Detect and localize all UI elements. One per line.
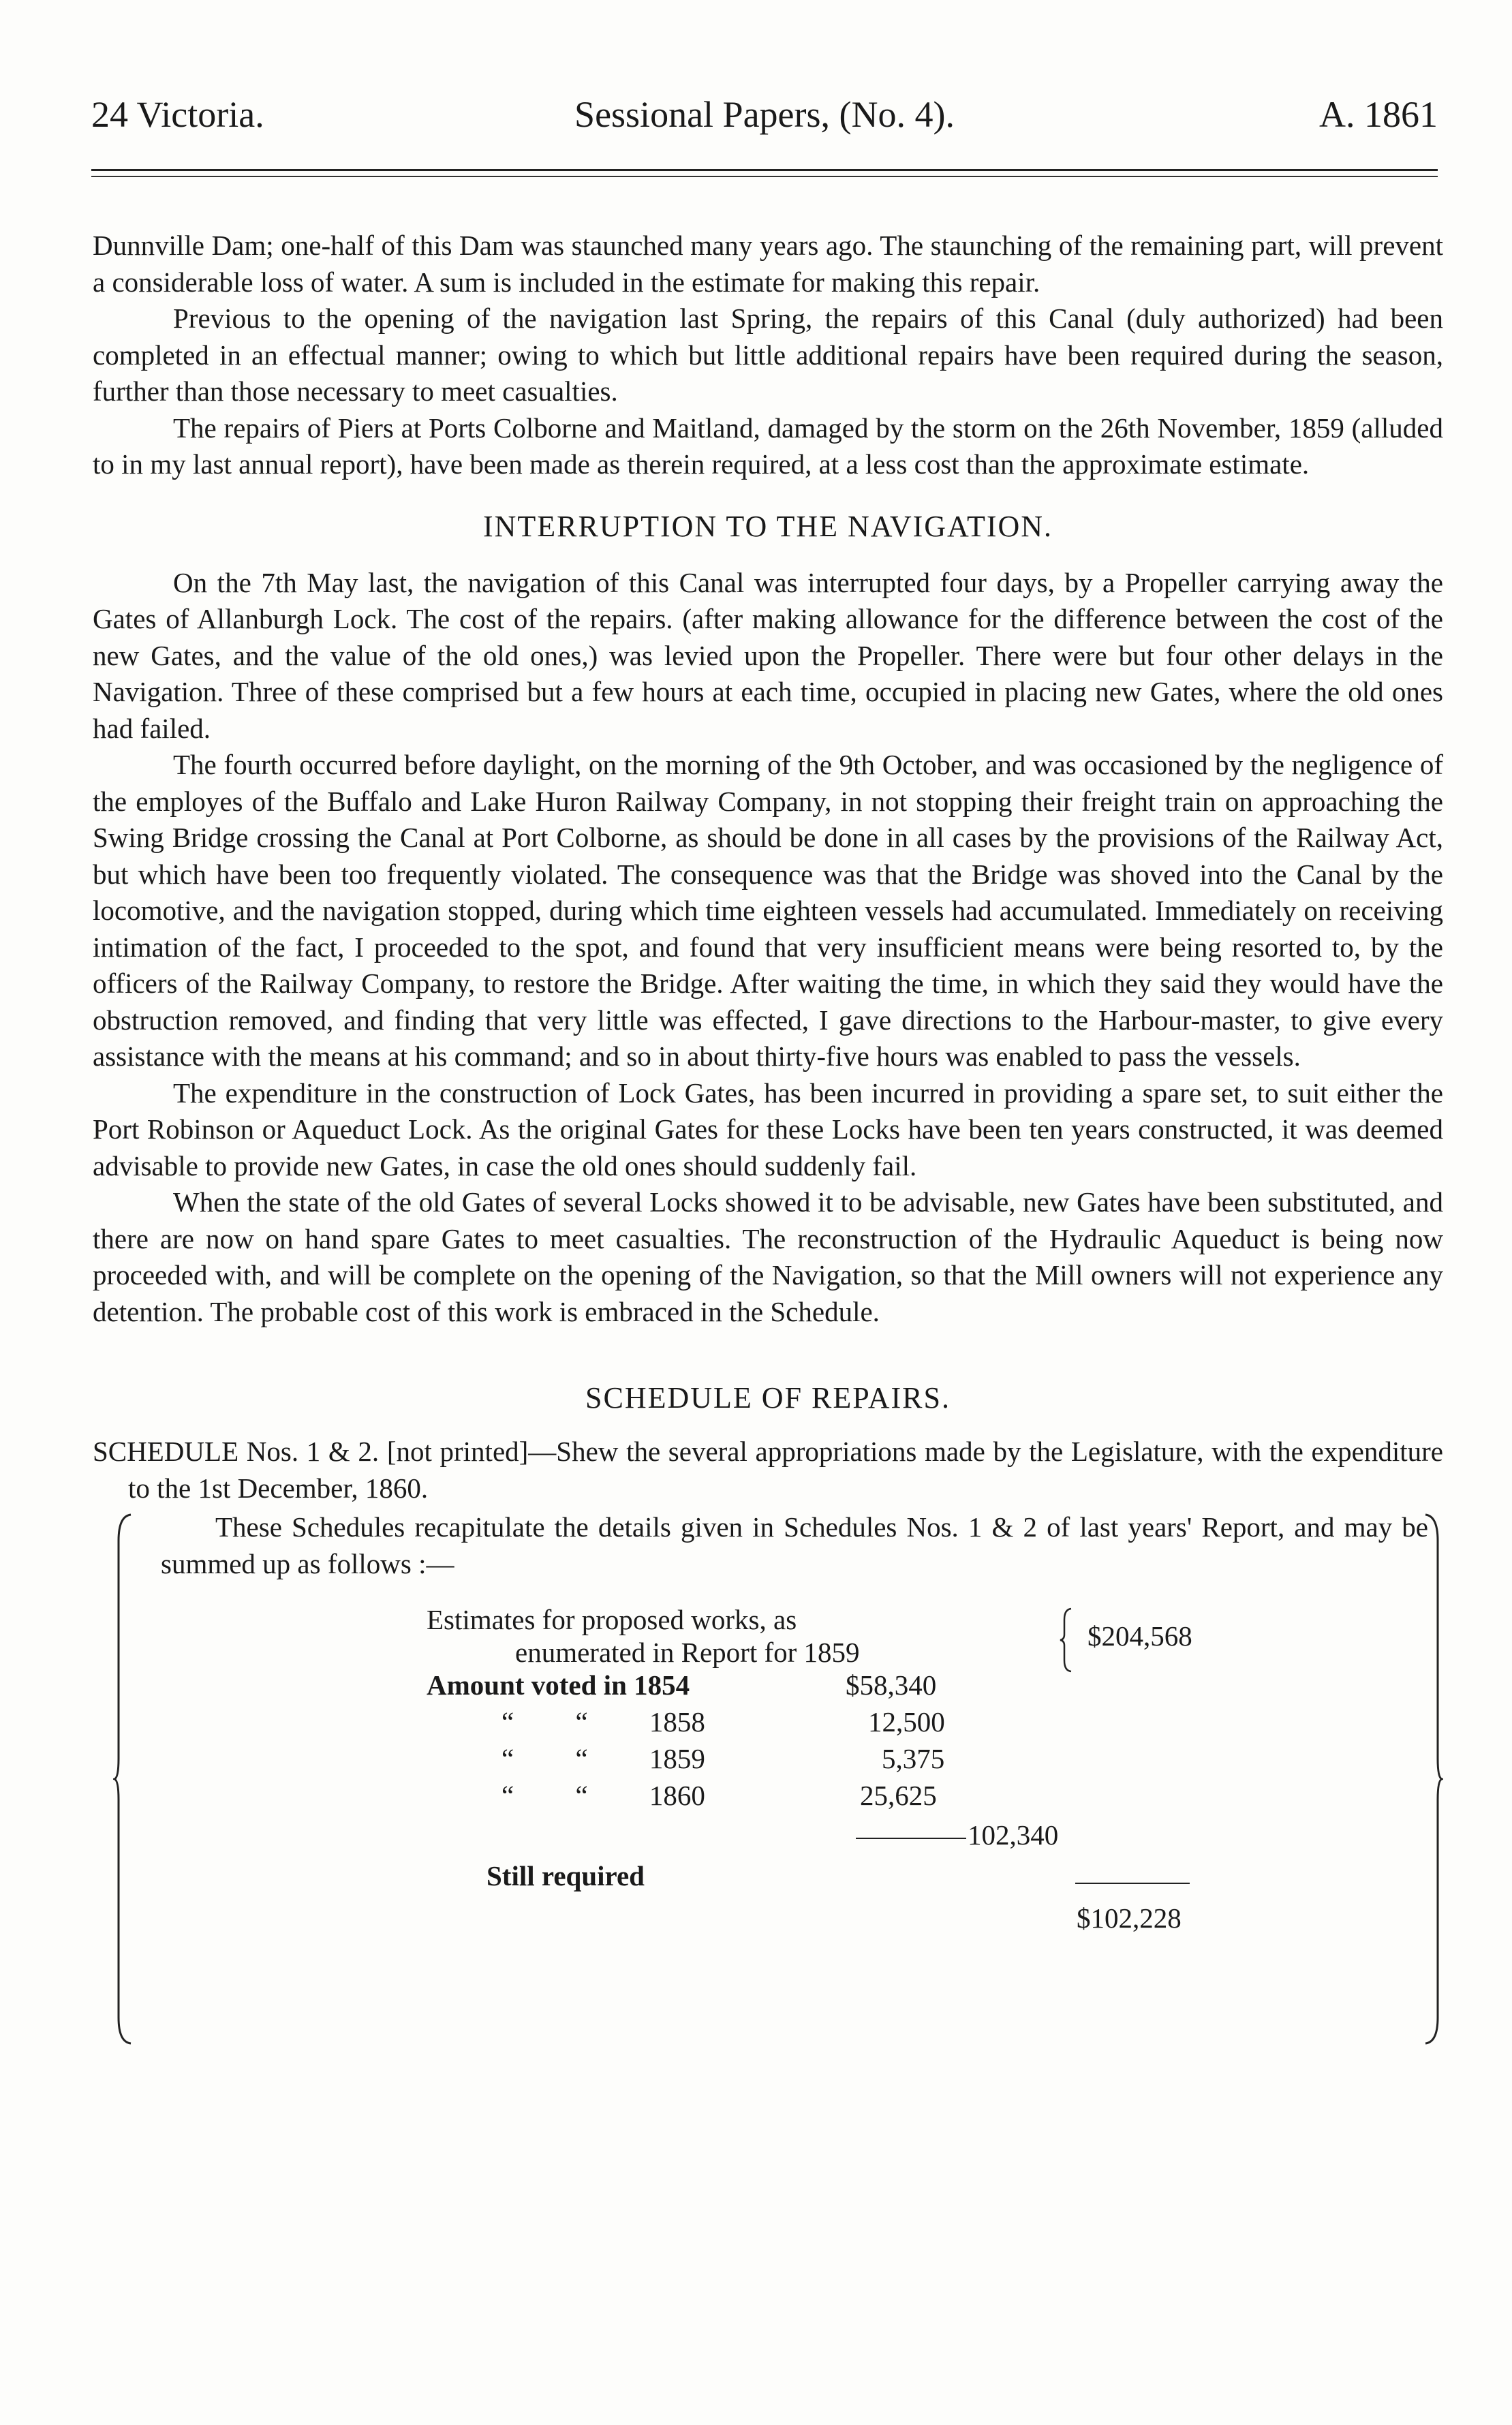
header-volume: 24 Victoria.: [91, 94, 264, 135]
vote-amount: $58,340: [846, 1669, 937, 1701]
recap-text: [161, 1509, 1428, 1582]
vote-amount: 12,500: [868, 1706, 945, 1737]
header-year: A. 1861: [1319, 94, 1438, 135]
subtotal-rule: [856, 1838, 966, 1839]
estimates-label-line1: Estimates for proposed works, as: [427, 1604, 797, 1635]
document-body: [93, 228, 1443, 2054]
recap-paragraph: These Schedules recapitulate the details given in Schedules Nos. 1 & 2 of last years' Report, and may be summed up as follows :—: [161, 1511, 1428, 1579]
vote-label: Amount voted in 1854: [427, 1669, 690, 1701]
vote-label: “ “ 1859: [502, 1743, 705, 1774]
paragraph: On the 7th May last, the navigation of this Canal was interrupted four days, by a Propeller carrying away the Gates of Allanburgh Lock. The cost of the repairs. (after making allowance for the difference between the cost of the new Gates, and the value of the old ones,) was levied upon the Propeller. There were but four other delays in the Navigation. Three of these comprised but a few hours at each time, occupied in placing new Gates, where the old ones had failed.: [93, 566, 1443, 744]
schedule-summary: [113, 1509, 1443, 2054]
schedule-note: SCHEDULE Nos. 1 & 2. [not printed]—Shew the several appropriations made by the Legislature, with the expenditure to the 1st December, 1860.: [93, 1436, 1443, 1504]
paragraph: The expenditure in the construction of Lock Gates, has been incurred in providing a spare set, to suit either the Port Robinson or Aqueduct Lock. As the original Gates for these Locks have been ten years constructed, it was deemed advisable to provide new Gates, in case the old ones should suddenly fail.: [93, 1077, 1443, 1181]
vote-amount: 5,375: [882, 1743, 945, 1774]
header-rule-secondary: [91, 176, 1438, 177]
still-required-label: Still required: [487, 1860, 645, 1891]
small-brace-icon: [1059, 1607, 1073, 1673]
votes-total: 102,340: [968, 1819, 1059, 1851]
header-title: Sessional Papers, (No. 4).: [574, 94, 955, 135]
estimates-total: $204,568: [1087, 1620, 1192, 1652]
vote-amount: 25,625: [860, 1780, 937, 1811]
paragraph: When the state of the old Gates of several Locks showed it to be advisable, new Gates have been substituted, and there are now on hand spare Gates to meet casualties. The reconstruction of the Hydraulic Aqueduct is being now proceeded with, and will be complete on the opening of the Navigation, so that the Mill owners will not experience any detention. The probable cost of this work is embraced in the Schedule.: [93, 1186, 1443, 1327]
total-rule: [1075, 1883, 1190, 1884]
paragraph: Dunnville Dam; one-half of this Dam was staunched many years ago. The staunching of the remaining part, will prevent a considerable loss of water. A sum is included in the estimate for making this repair.: [93, 230, 1443, 298]
paragraph: Previous to the opening of the navigation last Spring, the repairs of this Canal (duly authorized) had been completed in an effectual manner; owing to which but little additional repairs have been required during the season, further than those necessary to meet casualties.: [93, 303, 1443, 407]
section-heading-schedule: SCHEDULE OF REPAIRS.: [585, 1381, 951, 1415]
still-required-amount: $102,228: [1077, 1902, 1182, 1934]
right-brace-icon: [1423, 1513, 1443, 2045]
page-header: [91, 87, 1438, 142]
header-rule: [91, 169, 1438, 171]
estimates-label-line2: enumerated in Report for 1859: [515, 1637, 860, 1668]
paragraph: The repairs of Piers at Ports Colborne and Maitland, damaged by the storm on the 26th November, 1859 (alluded to in my last annual report), have been made as therein required, at a less cost than the approximate estimate.: [93, 412, 1443, 480]
schedule-table: [113, 1602, 1408, 2038]
section-heading-interruption: INTERRUPTION TO THE NAVIGATION.: [482, 509, 1053, 543]
vote-label: “ “ 1858: [502, 1706, 705, 1737]
vote-label: “ “ 1860: [502, 1780, 705, 1811]
paragraph: The fourth occurred before daylight, on the morning of the 9th October, and was occasioned by the negligence of the employes of the Buffalo and Lake Huron Railway Company, in not stopping their freight train on approaching the Swing Bridge crossing the Canal at Port Colborne, as should be done in all cases by the provisions of the Railway Act, but which have been too frequently violated. The consequence was that the Bridge was shoved into the Canal by the locomotive, and the navigation stopped, during which time eighteen vessels had accumulated. Immediately on receiving intimation of the fact, I proceeded to the spot, and found that very insufficient means were being resorted to, by the officers of the Railway Company, to restore the Bridge. After waiting the time, in which they said they would have the obstruction removed, and finding that very little was effected, I gave directions to the Harbour-master, to give every assistance with the means at his command; and so in about thirty-five hours was enabled to pass the vessels.: [93, 749, 1443, 1072]
